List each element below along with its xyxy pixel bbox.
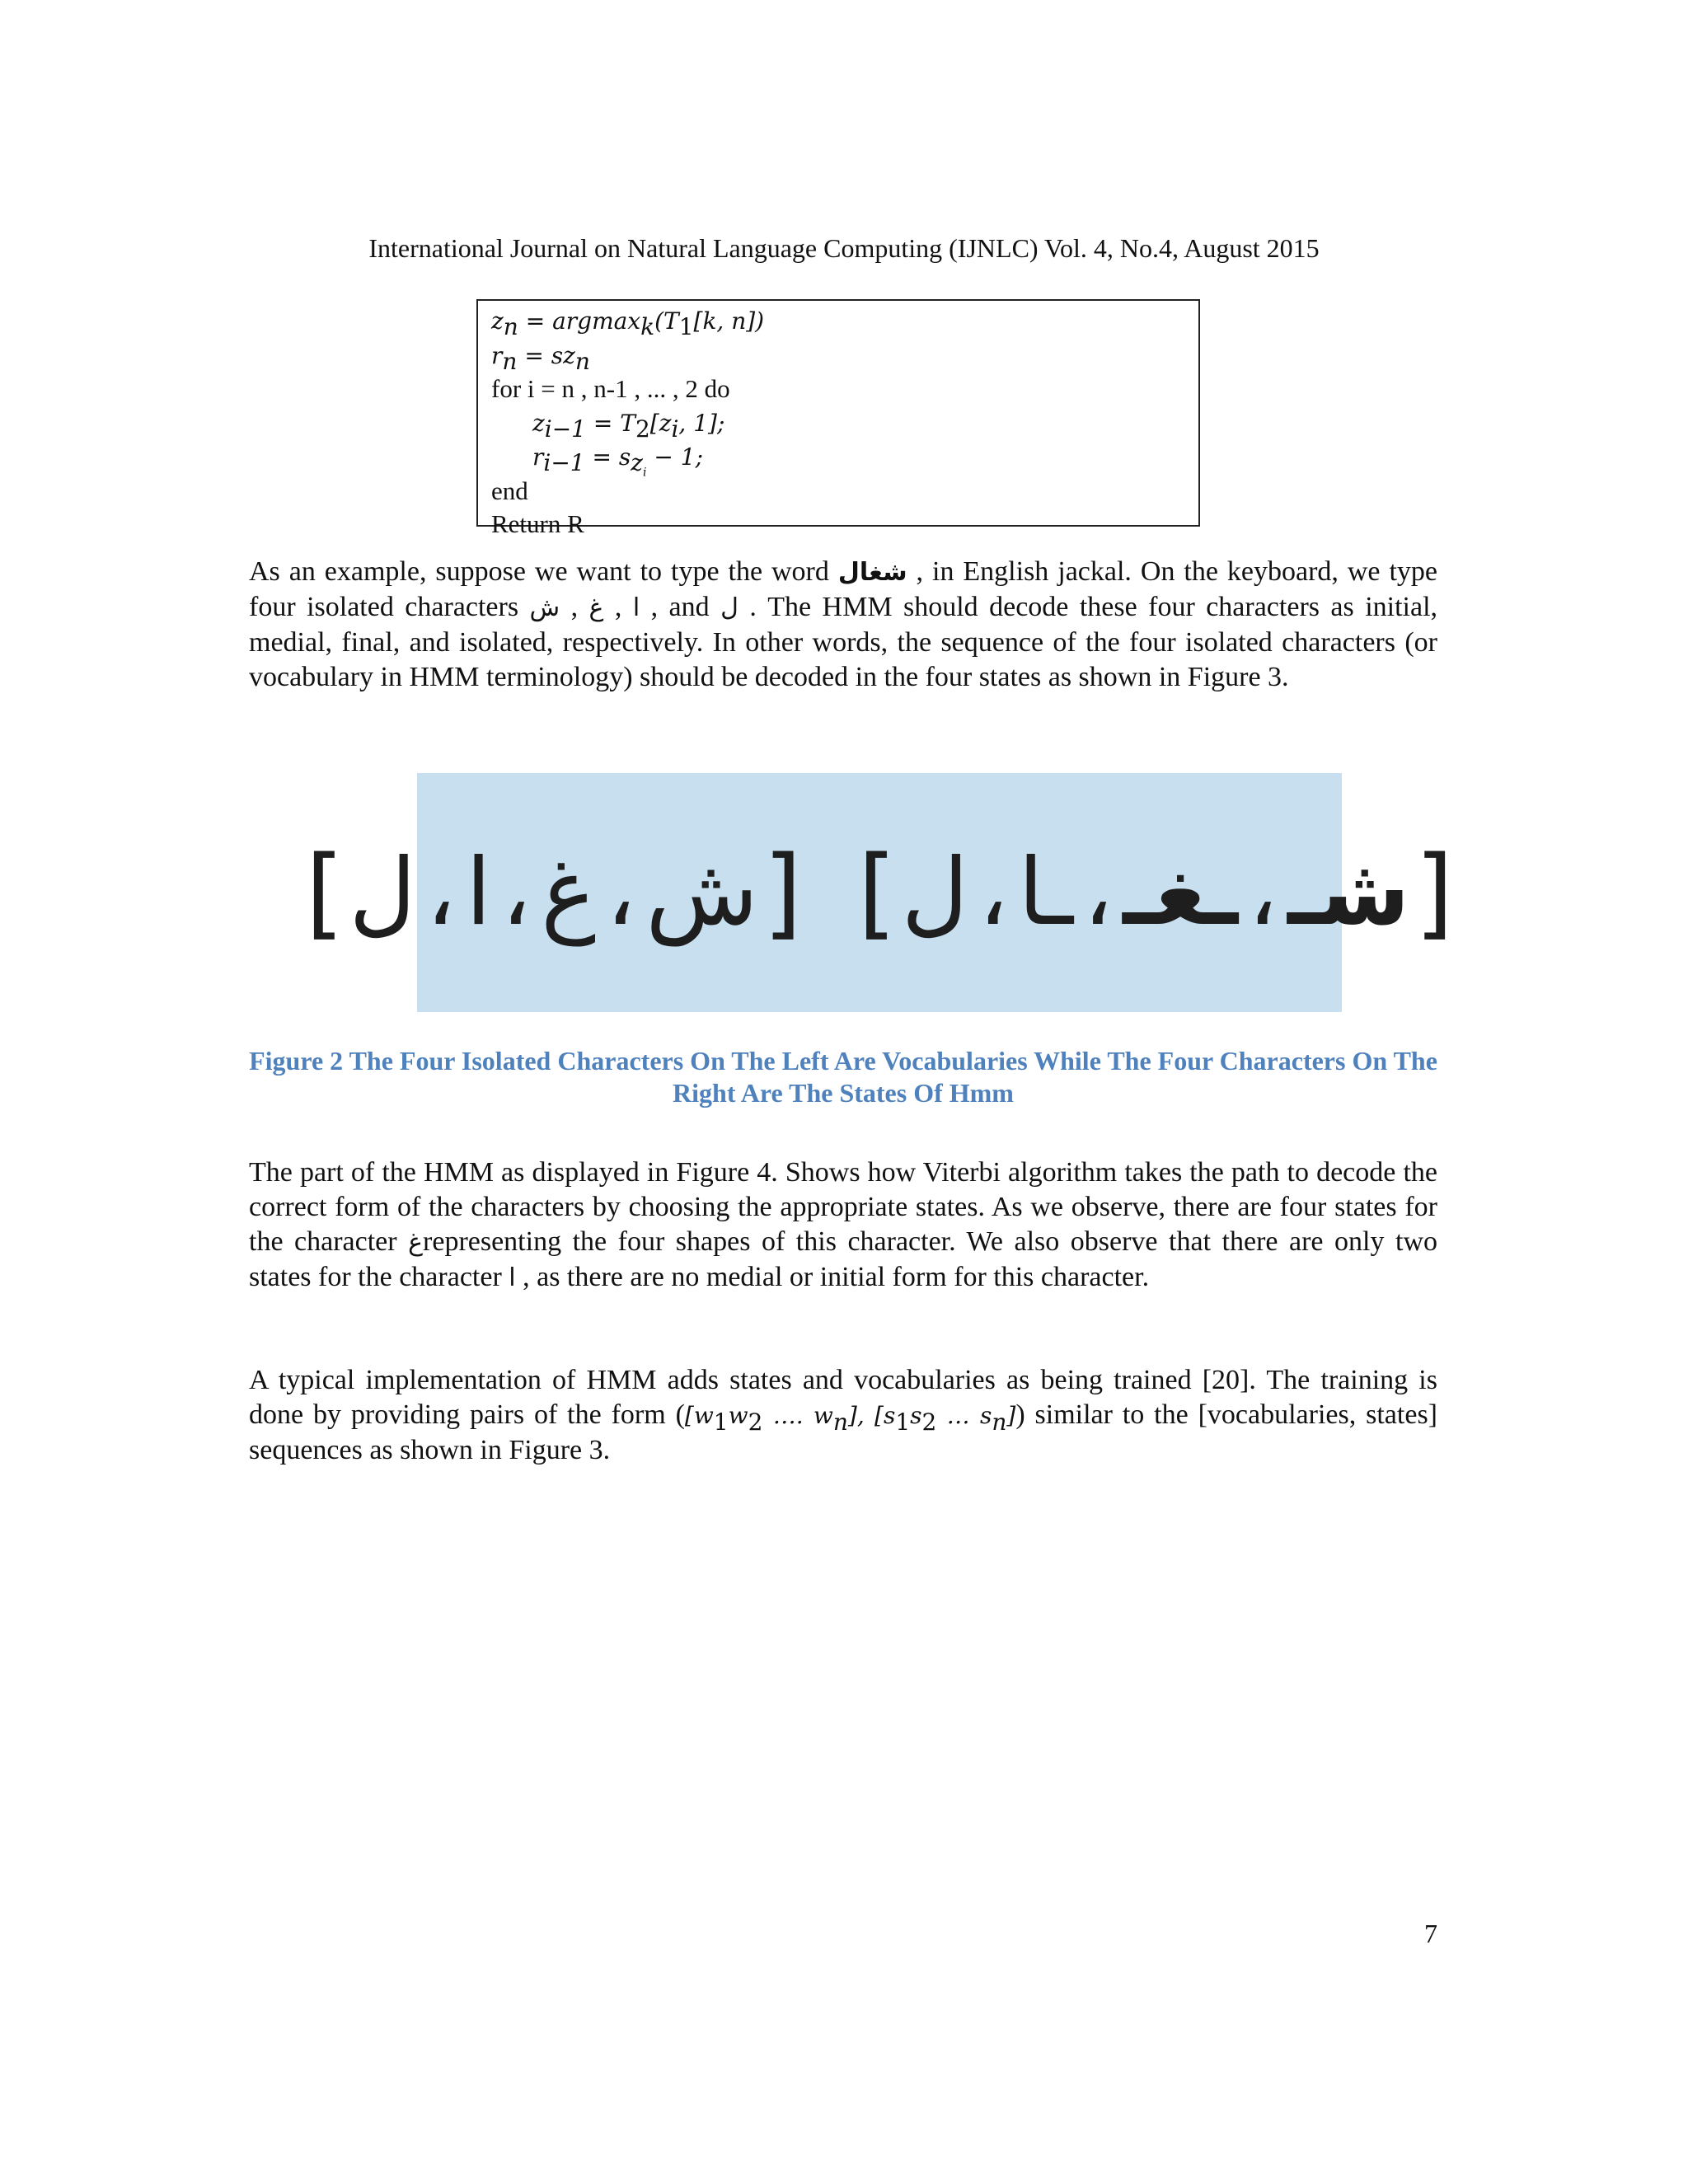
algo-sub: n bbox=[574, 347, 590, 375]
arabic-char: ل bbox=[720, 593, 738, 622]
para-text: , bbox=[603, 592, 633, 622]
para-text: ) similar to the [vocabularies, states] sequences as shown in Figure 3. bbox=[249, 1399, 1437, 1465]
figure-comma: ، bbox=[1083, 839, 1114, 946]
bracket-open: [ bbox=[305, 835, 345, 950]
math-seq: … s bbox=[936, 1402, 992, 1429]
figure-char: غ bbox=[541, 839, 597, 946]
algo-expr: = sz bbox=[517, 341, 575, 369]
arabic-word: شغال bbox=[837, 558, 907, 587]
paragraph-training bbox=[249, 1363, 1437, 1468]
figure-image bbox=[305, 773, 1454, 1012]
figure-comma: ، bbox=[978, 839, 1009, 946]
bracket-close: ] bbox=[1414, 835, 1454, 950]
algo-expr: = s bbox=[584, 443, 631, 471]
para-text: . The HMM should decode these four characters as initial, medial, final, and isolated, respectively. In other words, the sequence of the four isolated characters (or vocabulary in HMM terminology) should be decoded in the four states as shown in Figure 3. bbox=[249, 592, 1438, 692]
math-sub: 2 bbox=[748, 1408, 763, 1436]
para-text: , as there are no medial or initial form for this character. bbox=[515, 1262, 1150, 1292]
math-seq: ] bbox=[1006, 1402, 1016, 1429]
algo-var: z bbox=[532, 409, 545, 437]
algo-sub: i−1 bbox=[543, 449, 585, 477]
math-seq: …. w bbox=[762, 1402, 833, 1429]
figure-comma: ، bbox=[501, 839, 532, 946]
algo-line-1 bbox=[491, 304, 1198, 339]
bracket-open: [ bbox=[857, 835, 897, 950]
algorithm-box bbox=[476, 299, 1200, 538]
figure-comma: ، bbox=[1248, 839, 1278, 946]
algo-expr: [z bbox=[649, 409, 672, 437]
math-sub: 1 bbox=[895, 1408, 911, 1436]
figure-char: ش bbox=[645, 839, 758, 946]
arabic-char: ا bbox=[509, 1263, 516, 1292]
arabic-char: ش bbox=[529, 593, 560, 622]
math-sub: 2 bbox=[921, 1408, 937, 1436]
algo-expr: = argmax bbox=[518, 307, 641, 335]
math-sub: n bbox=[832, 1408, 848, 1436]
algo-var: z bbox=[491, 307, 504, 335]
algo-expr: (T bbox=[654, 307, 679, 335]
algo-sub: i bbox=[671, 415, 679, 443]
para-text: The part of the HMM as displayed in Figure 4. Shows how Viterbi algorithm takes the path to decode the correct form of the characters by choosing the appropriate states. As we observe, there are four states for the character bbox=[249, 1157, 1437, 1257]
math-seq: s bbox=[910, 1402, 922, 1429]
algo-expr: [k, n]) bbox=[693, 307, 765, 335]
figure-comma: ، bbox=[606, 839, 636, 946]
paragraph-example bbox=[249, 555, 1437, 695]
algo-expr: , 1]; bbox=[678, 409, 725, 437]
figure-caption: Figure 2 The Four Isolated Characters On The Left Are Vocabularies While The Four Characters On The Right Are The States Of Hmm bbox=[249, 1046, 1437, 1108]
algo-expr: = T bbox=[586, 409, 635, 437]
figure-char: ا bbox=[465, 839, 492, 946]
figure-char: ـا bbox=[1018, 839, 1074, 946]
para-text: A typical implementation of HMM adds states and vocabularies as being trained [20]. The training is done by providing pairs of the form ( bbox=[249, 1365, 1437, 1430]
states-group bbox=[858, 836, 1454, 950]
figure-char: ل bbox=[901, 839, 968, 946]
figure-char: ل bbox=[349, 839, 416, 946]
algo-sub: n bbox=[502, 347, 518, 375]
arabic-char: ا bbox=[632, 593, 640, 622]
figure-comma: ، bbox=[425, 839, 456, 946]
arabic-char: غ bbox=[588, 593, 604, 622]
algo-line-3: for i = n , n-1 , ... , 2 do bbox=[491, 374, 730, 403]
math-sub: 1 bbox=[713, 1408, 729, 1436]
algo-line-6: end bbox=[491, 476, 528, 505]
algo-sub: i−1 bbox=[544, 415, 586, 443]
algo-var: r bbox=[491, 341, 503, 369]
bracket-close: ] bbox=[762, 835, 802, 950]
math-seq: [w bbox=[684, 1402, 714, 1429]
math-seq: ], [s bbox=[847, 1402, 896, 1429]
arabic-char: غ bbox=[408, 1228, 424, 1257]
running-header: International Journal on Natural Language Computing (IJNLC) Vol. 4, No.4, August 2015 bbox=[368, 233, 1320, 263]
algo-subsub: i bbox=[643, 466, 647, 480]
algo-line-5 bbox=[491, 440, 1198, 480]
math-seq: w bbox=[728, 1402, 748, 1429]
algo-sub: z bbox=[631, 449, 644, 477]
algo-line-7: Return R bbox=[491, 509, 584, 538]
figure-char: ـغـ bbox=[1123, 839, 1238, 946]
algo-line-4 bbox=[491, 406, 1198, 441]
para-text: , and bbox=[640, 592, 721, 622]
algo-expr: − 1; bbox=[646, 443, 704, 471]
para-text: representing the four shapes of this character. We also observe that there are only two states for the character bbox=[249, 1226, 1437, 1292]
math-sub: n bbox=[992, 1408, 1007, 1436]
algo-var: r bbox=[532, 443, 544, 471]
algo-sub: 2 bbox=[635, 415, 650, 443]
page-number: 7 bbox=[1424, 1919, 1437, 1948]
paragraph-viterbi bbox=[249, 1155, 1437, 1296]
algo-sub bbox=[631, 449, 647, 480]
figure-char: شـ bbox=[1287, 839, 1410, 946]
algo-sub: k bbox=[640, 313, 655, 341]
para-text: As an example, suppose we want to type the word bbox=[249, 556, 838, 587]
algo-sub: n bbox=[503, 313, 518, 341]
algo-line-2 bbox=[491, 339, 1198, 373]
algo-sub: 1 bbox=[678, 313, 694, 341]
para-text: , bbox=[560, 592, 589, 622]
para-text: , in English jackal. On the keyboard, we type four isolated characters bbox=[249, 556, 1438, 622]
vocabulary-group bbox=[306, 836, 802, 950]
